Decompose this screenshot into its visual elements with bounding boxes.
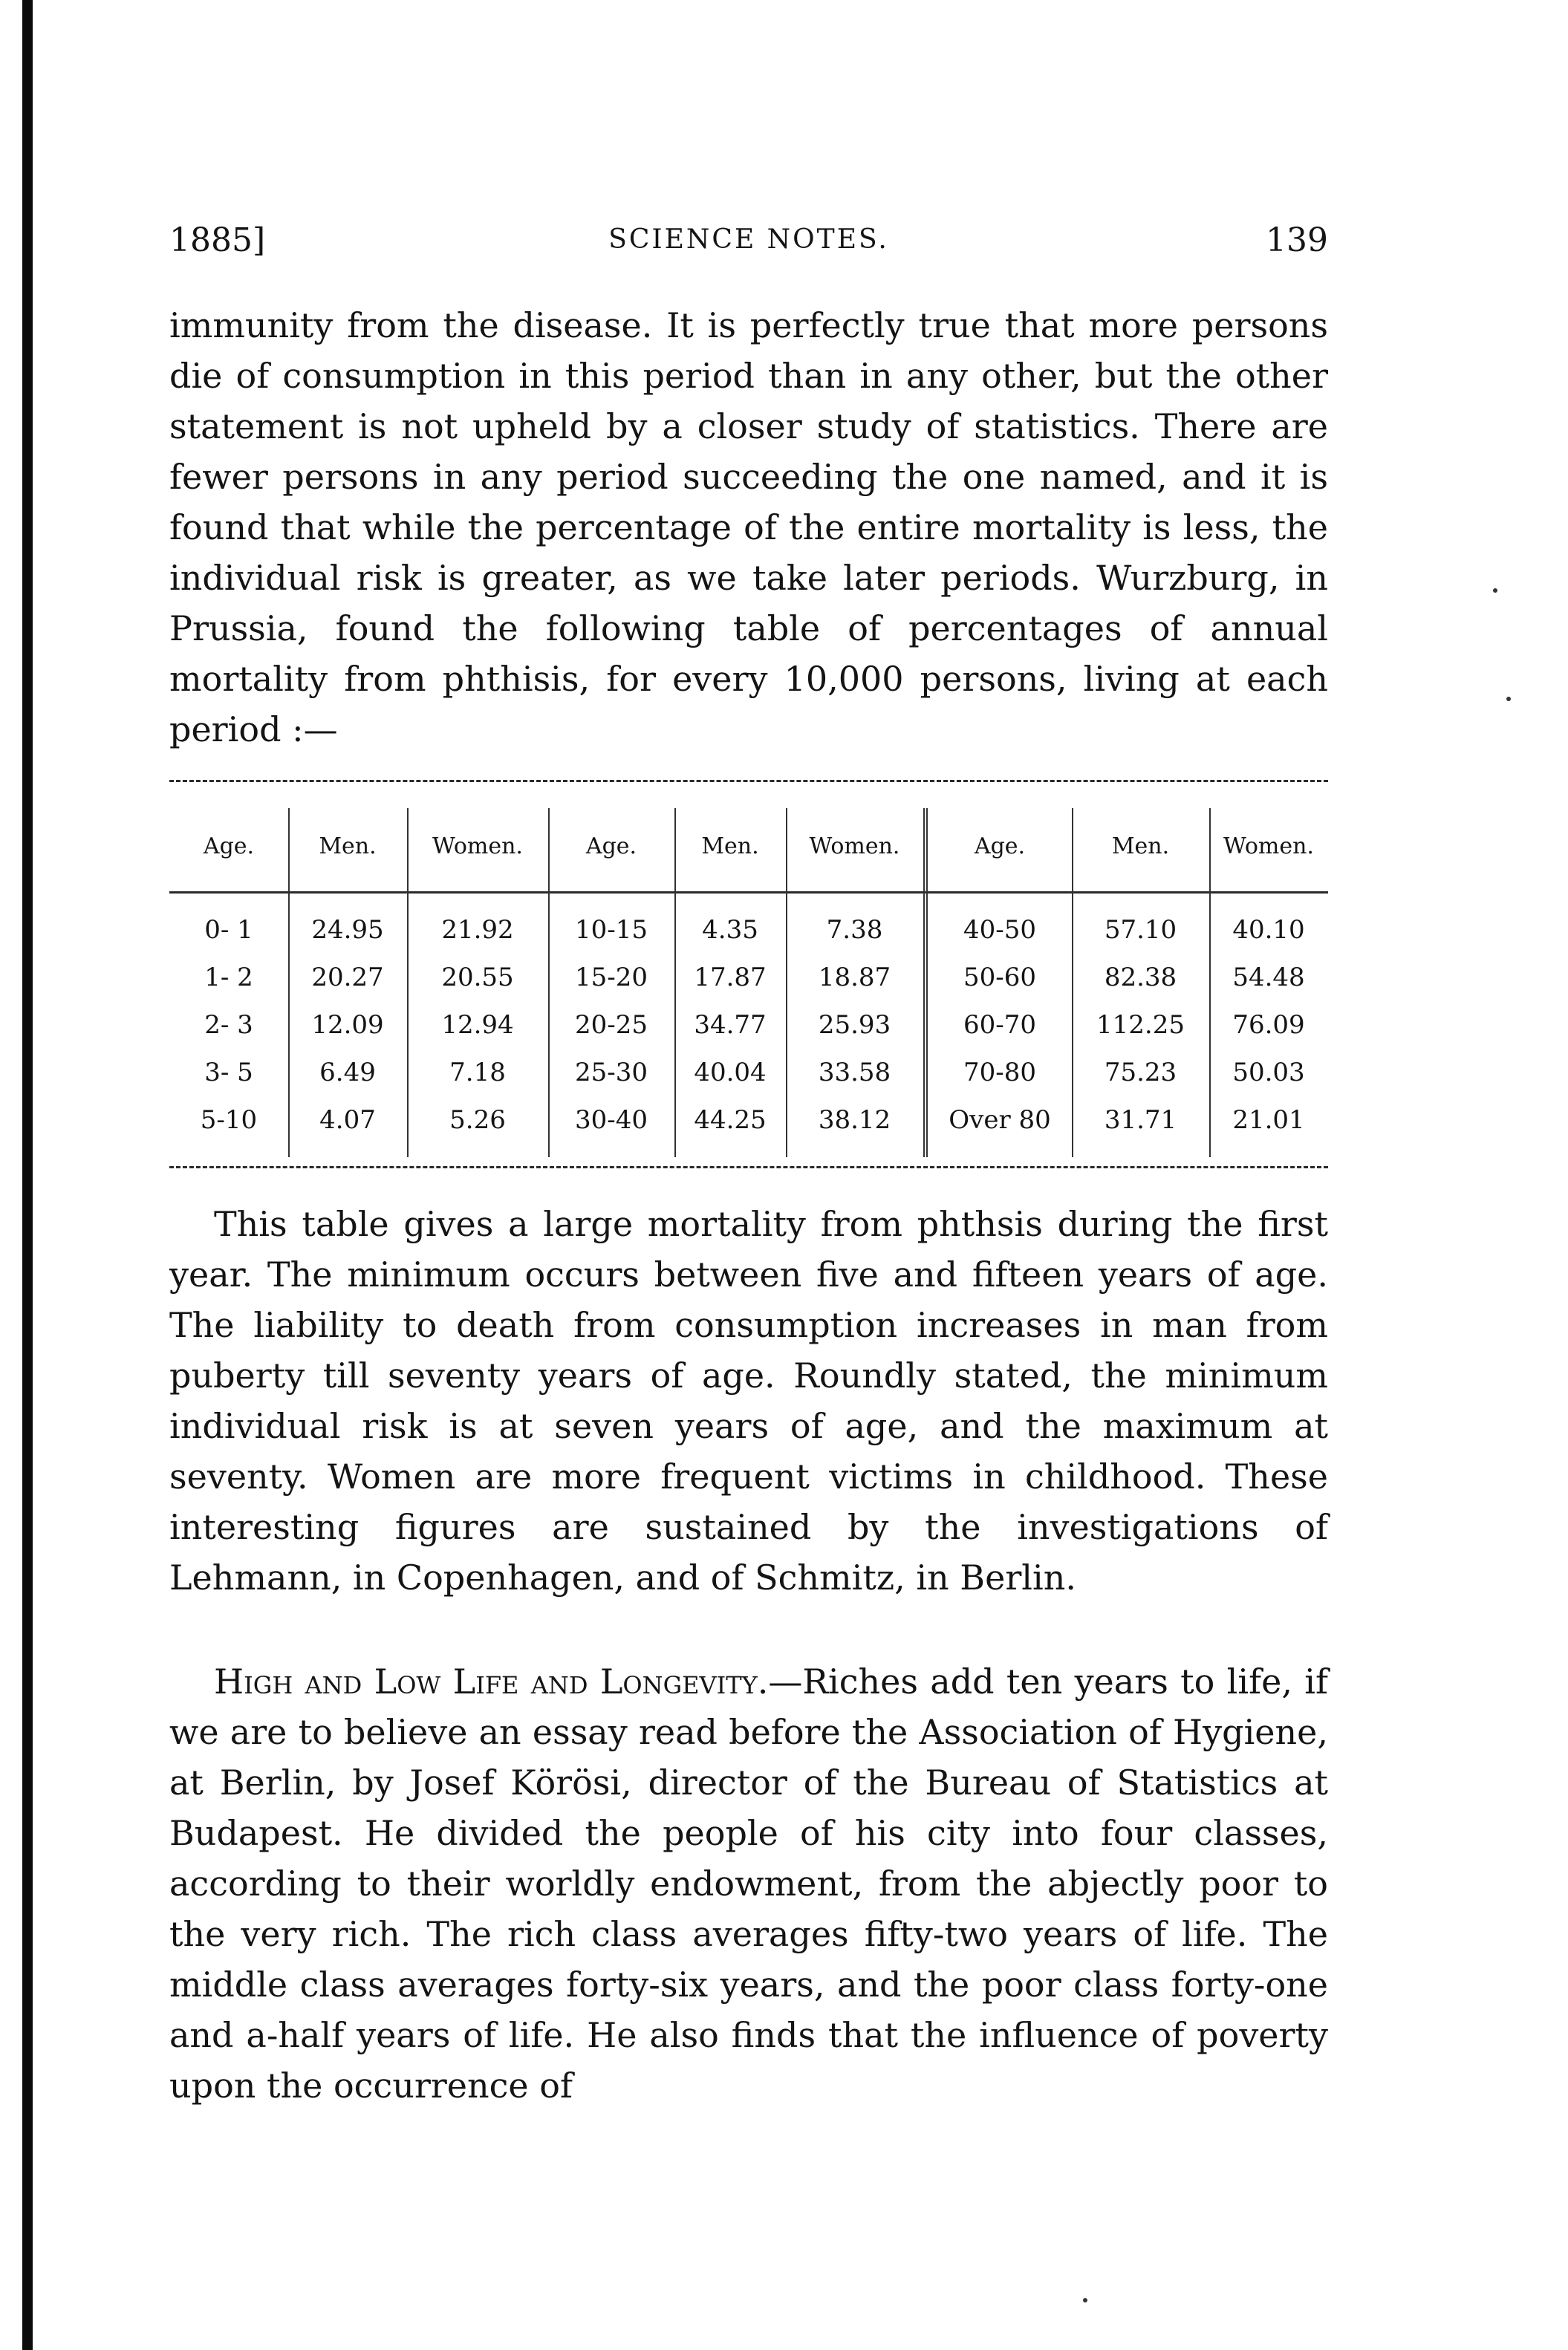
paragraph-longevity	[169, 1656, 1328, 2111]
header-men-3: Men.	[1111, 833, 1170, 859]
table-cell: 1- 2	[204, 963, 253, 992]
column-men-2	[674, 906, 786, 1144]
table-cell: 44.25	[694, 1105, 767, 1135]
table-bottom-rule	[169, 1166, 1328, 1168]
table-cell: 70-80	[963, 1058, 1036, 1087]
table-cell: 31.71	[1104, 1105, 1177, 1135]
table-cell: 40.04	[694, 1058, 767, 1087]
scan-edge-bar	[22, 0, 33, 2350]
header-page-number: 139	[1266, 221, 1328, 259]
table-cell: 4.35	[702, 915, 758, 945]
header-title: SCIENCE NOTES.	[608, 224, 889, 255]
scan-speck	[1083, 2298, 1087, 2302]
table-cell: 57.10	[1104, 915, 1177, 945]
table-top-rule	[169, 780, 1328, 782]
header-women-1: Women.	[432, 833, 523, 859]
table-cell: 20-25	[574, 1010, 648, 1040]
header-women-2: Women.	[809, 833, 900, 859]
section-heading: High and Low Life and Longevity.	[214, 1661, 769, 1702]
table-cell: 40-50	[963, 915, 1036, 945]
column-women-3	[1209, 906, 1328, 1144]
header-age-2: Age.	[585, 833, 637, 859]
table-cell: 24.95	[311, 915, 384, 945]
paragraph-longevity-text: —Riches add ten years to life, if we are to believe an essay read before the Association of Hygiene, at Berlin, by Josef Körösi, director of the Bureau of Statistics at Budapest. He divided the people of his city into four classes, according to their worldly endowment, from the abjectly poor to the very rich. The rich class averages fifty-two years of life. The middle class averages forty-six years, and the poor class forty-one and a-half years of life. He also finds that the influence of poverty upon the occurrence of	[169, 1661, 1329, 2106]
table-cell: 38.12	[818, 1105, 891, 1135]
table-cell: 50-60	[963, 963, 1036, 992]
table-cell: 5.26	[449, 1105, 506, 1135]
header-year: 1885]	[169, 221, 266, 259]
column-age-1	[169, 906, 288, 1144]
table-cell: 34.77	[694, 1010, 767, 1040]
table-cell: Over 80	[949, 1105, 1051, 1135]
column-men-3	[1072, 906, 1209, 1144]
table-cell: 7.38	[826, 915, 883, 945]
table-cell: 50.03	[1232, 1058, 1305, 1087]
table-cell: 54.48	[1232, 963, 1305, 992]
table-cell: 21.92	[441, 915, 514, 945]
running-header	[169, 221, 1328, 266]
table-cell: 18.87	[818, 963, 891, 992]
table-cell: 75.23	[1104, 1058, 1177, 1087]
column-age-3	[928, 906, 1072, 1144]
table-cell: 40.10	[1232, 915, 1305, 945]
header-age-3: Age.	[974, 833, 1026, 859]
table-cell: 20.55	[441, 963, 514, 992]
table-cell: 12.09	[311, 1010, 384, 1040]
header-men-1: Men.	[319, 833, 377, 859]
table-cell: 21.01	[1232, 1105, 1305, 1135]
column-men-1	[288, 906, 407, 1144]
table-cell: 10-15	[574, 915, 648, 945]
table-cell: 7.18	[449, 1058, 506, 1087]
table-cell: 60-70	[963, 1010, 1036, 1040]
table-cell: 25-30	[574, 1058, 648, 1087]
table-cell: 3- 5	[204, 1058, 253, 1087]
table-cell: 30-40	[574, 1105, 648, 1135]
paragraph-table-summary-text: This table gives a large mortality from phthsis during the first year. The minimum occurs between five and fifteen years of age. The liability to death from consumption increases in man from puberty till seventy years of age. Roundly stated, the minimum individual risk is at seven years of age, and the maximum at seventy. Women are more frequent victims in childhood. These interesting figures are sustained by the investigations of Lehmann, in Copenhagen, and of Schmitz, in Berlin.	[169, 1204, 1328, 1598]
header-men-2: Men.	[701, 833, 759, 859]
table-header-rule	[169, 891, 1328, 894]
column-women-1	[407, 906, 548, 1144]
table-cell: 5-10	[200, 1105, 258, 1135]
table-cell: 82.38	[1104, 963, 1177, 992]
column-age-2	[548, 906, 674, 1144]
scan-speck	[1506, 697, 1511, 701]
mortality-table	[169, 780, 1328, 1166]
paragraph-immunity	[169, 300, 1328, 755]
table-cell: 17.87	[694, 963, 767, 992]
table-cell: 20.27	[311, 963, 384, 992]
paragraph-table-summary	[169, 1199, 1328, 1603]
table-cell: 4.07	[319, 1105, 376, 1135]
scan-speck	[1493, 588, 1497, 593]
table-cell: 76.09	[1232, 1010, 1305, 1040]
header-women-3: Women.	[1223, 833, 1314, 859]
table-cell: 112.25	[1096, 1010, 1185, 1040]
table-cell: 0- 1	[204, 915, 253, 945]
table-cell: 12.94	[441, 1010, 514, 1040]
table-cell: 6.49	[319, 1058, 376, 1087]
header-age-1: Age.	[203, 833, 255, 859]
paragraph-immunity-text: immunity from the disease. It is perfectly true that more persons die of consumption in this period than in any other, but the other statement is not upheld by a closer study of statistics. There are fewer persons in any period succeeding the one named, and it is found that while the percentage of the entire mortality is less, the individual risk is greater, as we take later periods. Wurzburg, in Prussia, found the following table of percentages of annual mortality from phthisis, for every 10,000 persons, living at each period :—	[169, 305, 1328, 749]
column-women-2	[786, 906, 923, 1144]
table-cell: 15-20	[574, 963, 648, 992]
table-cell: 25.93	[818, 1010, 891, 1040]
table-cell: 2- 3	[204, 1010, 253, 1040]
table-cell: 33.58	[818, 1058, 891, 1087]
